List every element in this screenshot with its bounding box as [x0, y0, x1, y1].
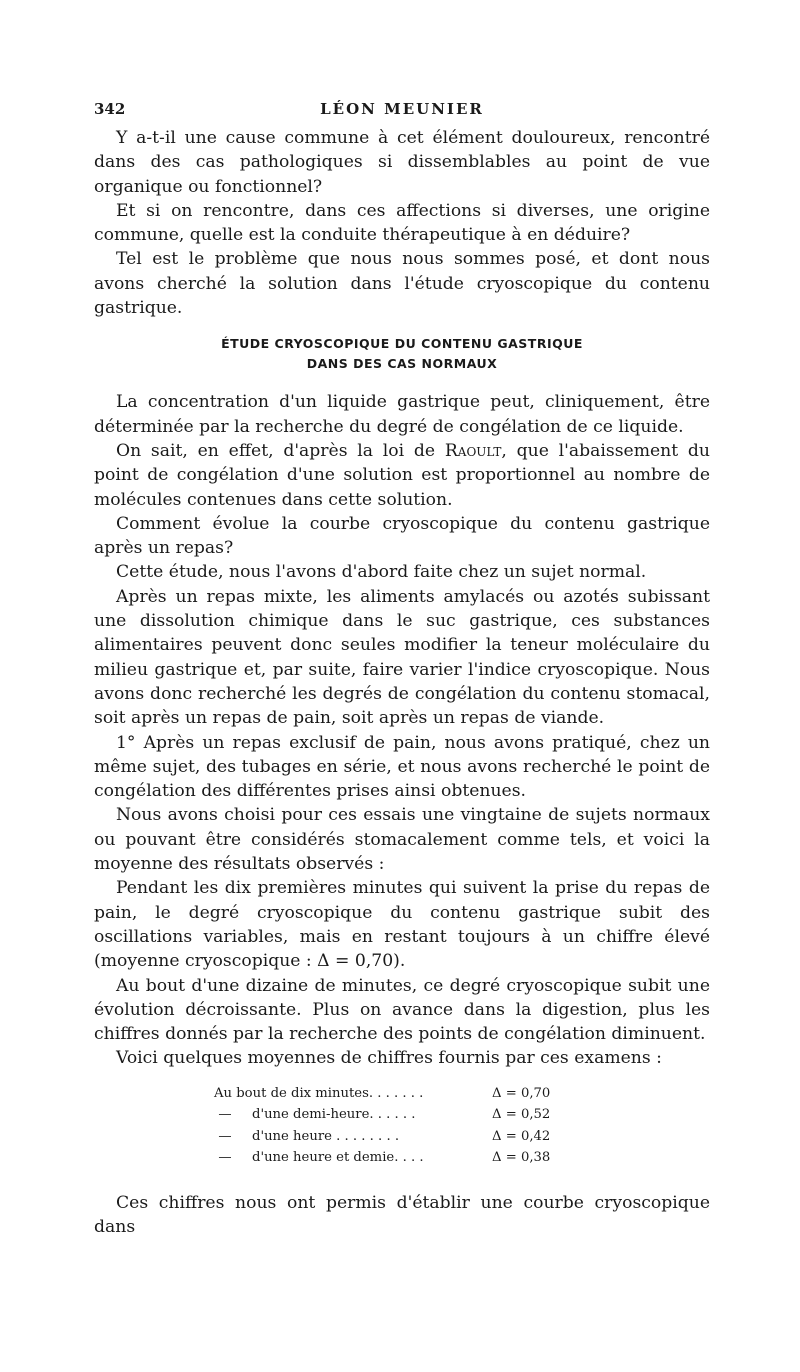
book-page: [94, 100, 710, 1239]
paragraph: Comment évolue la courbe cryoscopique du contenu gastrique après un repas?: [94, 513, 710, 559]
table-cell-dash: —: [218, 1150, 232, 1166]
cryoscopy-values-table: [214, 1083, 550, 1169]
table-row: [214, 1104, 550, 1126]
paragraph: Tel est le problème que nous nous sommes posé, et dont nous avons cherché la solution dans l'étude cryoscopique du contenu gastrique.: [94, 249, 710, 319]
section-heading: [94, 334, 710, 374]
paragraph: 1° Après un repas exclusif de pain, nous avons pratiqué, chez un même sujet, des tubages en série, et nous avons recherché le point de congélation des différentes prises ainsi obtenues.: [94, 732, 710, 802]
paragraph: La concentration d'un liquide gastrique peut, cliniquement, être déterminée par la recherche du degré de congélation de ce liquide.: [94, 392, 710, 437]
section-heading-line: ÉTUDE CRYOSCOPIQUE DU CONTENU GASTRIQUE: [221, 336, 583, 352]
running-title: LÉON MEUNIER: [320, 100, 484, 118]
table-row: [214, 1126, 550, 1148]
paragraph-text: , que l'abaissement du point de congélation d'une solution est proportionnel au nombre de molécules contenues dans cette solution.: [94, 440, 710, 510]
page-number: 342: [94, 100, 126, 118]
paragraph: Pendant les dix premières minutes qui suivent la prise du repas de pain, le degré cryoscopique du contenu gastrique subit des oscillations variables, mais en restant toujours à un chiffre élevé (moyenne cryoscopique : Δ = 0,70).: [94, 878, 710, 972]
paragraph: Voici quelques moyennes de chiffres fournis par ces examens :: [116, 1048, 662, 1069]
table-cell-value: Δ = 0,38: [492, 1150, 551, 1166]
running-head: [94, 100, 710, 126]
table-cell-label: d'une heure et demie. . . .: [252, 1150, 424, 1166]
table-cell-value: Δ = 0,70: [492, 1085, 551, 1101]
table-cell-dash: —: [218, 1107, 232, 1123]
paragraph: Ces chiffres nous ont permis d'établir une courbe cryoscopique dans: [94, 1192, 710, 1237]
table-row: [214, 1083, 550, 1105]
paragraph: [94, 439, 710, 512]
paragraph: Au bout d'une dizaine de minutes, ce degré cryoscopique subit une évolution décroissante. Plus on avance dans la digestion, plus les chiffres donnés par la recherche des points de congélation diminuent.: [94, 975, 710, 1045]
paragraph: Après un repas mixte, les aliments amylacés ou azotés subissant une dissolution chimique dans le suc gastrique, ces substances alimentaires peuvent donc seules modifier la teneur moléculaire du milieu gastrique et, par suite, faire varier l'indice cryoscopique. Nous avons donc recherché les degrés de congélation du contenu stomacal, soit après un repas de pain, soit après un repas de viande.: [94, 586, 710, 729]
table-cell-label: d'une demi-heure. . . . . .: [252, 1107, 416, 1123]
table-cell-label: Au bout de dix minutes. . . . . . .: [214, 1085, 424, 1101]
paragraph: Cette étude, nous l'avons d'abord faite chez un sujet normal.: [116, 562, 647, 583]
paragraph: Y a-t-il une cause commune à cet élément douloureux, rencontré dans des cas pathologiques si dissemblables au point de vue organique ou fonctionnel?: [94, 128, 710, 197]
table-row: [214, 1147, 550, 1169]
paragraph: Et si on rencontre, dans ces affections si diverses, une origine commune, quelle est la conduite thérapeutique à en déduire?: [94, 200, 710, 246]
section-heading-line: DANS DES CAS NORMAUX: [306, 356, 498, 372]
paragraph-text: On sait, en effet, d'après la loi de: [116, 440, 445, 461]
table-cell-label: d'une heure . . . . . . . .: [252, 1128, 400, 1144]
paragraph: Nous avons choisi pour ces essais une vingtaine de sujets normaux ou pouvant être considérés stomacalement comme tels, et voici la moyenne des résultats observés :: [94, 805, 710, 875]
body-text: [94, 126, 710, 1239]
table-cell-value: Δ = 0,52: [492, 1107, 551, 1123]
table-cell-dash: —: [218, 1128, 232, 1144]
author-name: Raoult: [444, 440, 502, 461]
table-cell-value: Δ = 0,42: [492, 1128, 551, 1144]
